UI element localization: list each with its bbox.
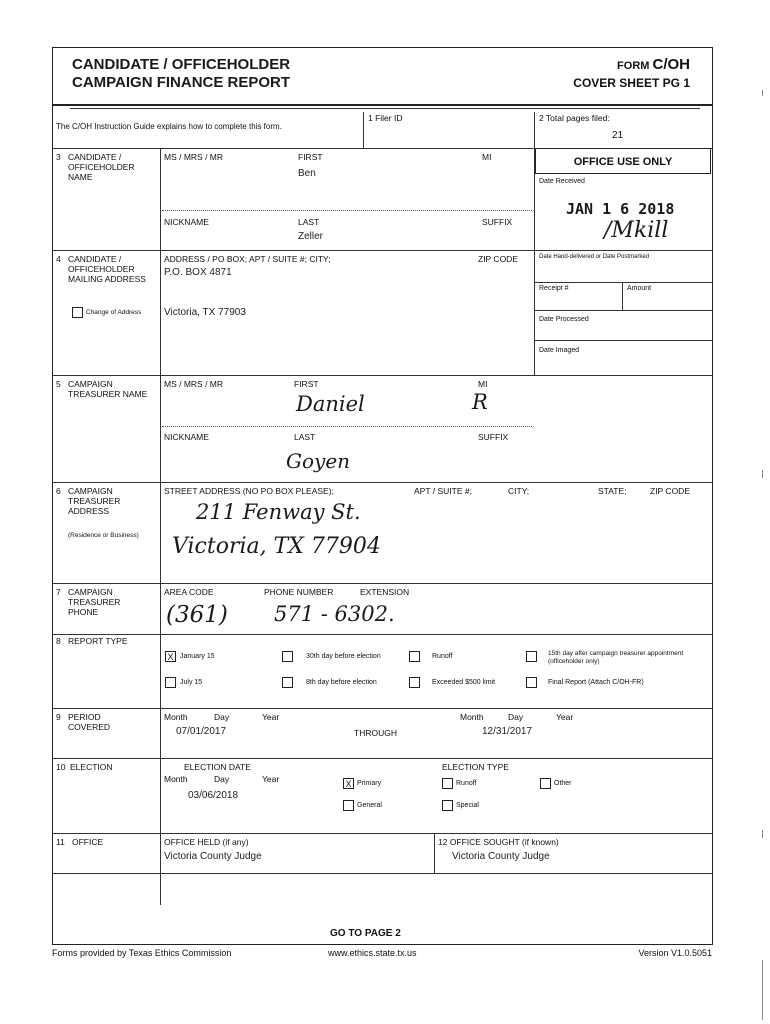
candidate-suffix-label: SUFFIX	[482, 217, 513, 227]
section-6-subtitle: (Residence or Business)	[68, 532, 139, 539]
phone-number-value: 571 - 6302.	[274, 602, 395, 626]
period-to-day-label: Day	[508, 712, 524, 722]
candidate-first-label: FIRST	[298, 152, 323, 162]
report-type-runoff-label: Runoff	[432, 653, 453, 660]
section-3-number: 3	[56, 152, 61, 162]
office-held-value: Victoria County Judge	[164, 851, 262, 862]
form-prefix: FORM	[617, 60, 650, 72]
treasurer-prefix-label: MS / MRS / MR	[164, 379, 224, 389]
footer-provided-by: Forms provided by Texas Ethics Commission	[52, 948, 232, 958]
treasurer-mi-value: R	[472, 390, 488, 414]
mailing-address-label: ADDRESS / PO BOX; APT / SUITE #; CITY;	[164, 254, 331, 264]
report-type-exceeded-checkbox[interactable]	[409, 677, 420, 688]
candidate-last-label: LAST	[298, 217, 320, 227]
election-date-label: ELECTION DATE	[184, 762, 251, 772]
total-pages-value: 21	[612, 130, 624, 141]
treasurer-apt-label: APT / SUITE #;	[414, 486, 472, 496]
election-runoff-label: Runoff	[456, 780, 477, 787]
treasurer-city-label: CITY;	[508, 486, 530, 496]
report-type-15th-label: 15th day after campaign treasurer appointment (officeholder only)	[548, 650, 684, 665]
election-general-checkbox[interactable]	[343, 800, 354, 811]
received-stamp-initials: /Mkill	[604, 218, 669, 243]
election-runoff-checkbox[interactable]	[442, 778, 453, 789]
report-type-january-label: January 15	[180, 653, 215, 660]
election-primary-label: Primary	[357, 780, 382, 787]
form-title-line2: CAMPAIGN FINANCE REPORT	[72, 74, 291, 91]
date-processed-label: Date Processed	[539, 316, 589, 323]
section-5-title: CAMPAIGN TREASURER NAME	[68, 379, 148, 399]
section-11-number: 11	[56, 837, 65, 847]
area-code-value: (361)	[166, 602, 228, 628]
report-type-15th-checkbox[interactable]	[526, 651, 537, 662]
section-9-number: 9	[56, 712, 61, 722]
section-8-number: 8	[56, 636, 61, 646]
goto-page-2: GO TO PAGE 2	[330, 928, 401, 939]
filer-id-label: 1 Filer ID	[368, 113, 403, 123]
change-of-address-checkbox[interactable]	[72, 307, 83, 318]
period-through-label: THROUGH	[354, 728, 397, 738]
candidate-mi-label: MI	[482, 152, 492, 162]
office-sought-value: Victoria County Judge	[452, 851, 550, 862]
treasurer-first-label: FIRST	[294, 379, 319, 389]
period-to-value: 12/31/2017	[482, 726, 533, 737]
election-special-label: Special	[456, 802, 479, 809]
report-type-30day-label: 30th day before election	[306, 653, 381, 660]
form-code-block	[617, 56, 690, 73]
section-5-number: 5	[56, 379, 61, 389]
report-type-final-label: Final Report (Attach C/OH-FR)	[548, 679, 644, 686]
period-from-month-label: Month	[164, 712, 188, 722]
mailing-address-line2: Victoria, TX 77903	[164, 307, 246, 318]
hand-delivered-label: Date Hand-delivered or Date Postmarked	[539, 254, 650, 260]
section-8-title: REPORT TYPE	[68, 636, 128, 646]
section-9-title: PERIOD COVERED	[68, 712, 111, 732]
period-from-year-label: Year	[262, 712, 280, 722]
treasurer-last-value: Goyen	[286, 449, 351, 473]
report-type-runoff-checkbox[interactable]	[409, 651, 420, 662]
office-sought-label: 12 OFFICE SOUGHT (if known)	[438, 837, 559, 847]
election-special-checkbox[interactable]	[442, 800, 453, 811]
period-to-month-label: Month	[460, 712, 484, 722]
date-received-label: Date Received	[539, 178, 585, 185]
instruction-text: The C/OH Instruction Guide explains how to complete this form.	[56, 122, 282, 131]
phone-number-label: PHONE NUMBER	[264, 587, 334, 597]
election-day-label: Day	[214, 774, 230, 784]
amount-label: Amount	[627, 285, 652, 292]
mailing-address-line1: P.O. BOX 4871	[164, 267, 232, 278]
period-from-day-label: Day	[214, 712, 230, 722]
treasurer-address-line1: 211 Fenway St.	[196, 500, 361, 524]
report-type-8day-label: 8th day before election	[306, 679, 377, 686]
treasurer-first-value: Daniel	[296, 392, 365, 416]
section-10-title: ELECTION	[70, 762, 113, 772]
form-title-line1: CANDIDATE / OFFICEHOLDER	[72, 56, 291, 73]
section-6-title: CAMPAIGN TREASURER ADDRESS	[68, 486, 121, 516]
treasurer-zip-label: ZIP CODE	[650, 486, 690, 496]
treasurer-last-label: LAST	[294, 432, 316, 442]
received-stamp-date: JAN 1 6 2018	[566, 200, 675, 218]
election-type-label: ELECTION TYPE	[442, 762, 509, 772]
report-type-final-checkbox[interactable]	[526, 677, 537, 688]
election-month-label: Month	[164, 774, 188, 784]
section-7-number: 7	[56, 587, 61, 597]
footer-version: Version V1.0.5051	[638, 948, 712, 958]
report-type-july-checkbox[interactable]	[165, 677, 176, 688]
report-type-january-checkbox[interactable]: X	[165, 651, 176, 662]
receipt-label: Receipt #	[539, 285, 569, 292]
treasurer-mi-label: MI	[478, 379, 488, 389]
mailing-zip-label: ZIP CODE	[478, 254, 518, 264]
election-other-label: Other	[554, 780, 572, 787]
election-general-label: General	[357, 802, 382, 809]
extension-label: EXTENSION	[360, 587, 410, 597]
period-to-year-label: Year	[556, 712, 574, 722]
section-6-number: 6	[56, 486, 61, 496]
candidate-nickname-label: NICKNAME	[164, 217, 209, 227]
office-held-label: OFFICE HELD (if any)	[164, 837, 249, 847]
cover-sheet-label: COVER SHEET PG 1	[573, 76, 690, 90]
election-other-checkbox[interactable]	[540, 778, 551, 789]
section-7-title: CAMPAIGN TREASURER PHONE	[68, 587, 121, 617]
report-type-8day-checkbox[interactable]	[282, 677, 293, 688]
form-code: C/OH	[652, 56, 690, 73]
total-pages-label: 2 Total pages filed:	[539, 113, 610, 123]
area-code-label: AREA CODE	[164, 587, 214, 597]
election-date-value: 03/06/2018	[188, 790, 239, 801]
office-use-title: OFFICE USE ONLY	[535, 148, 711, 174]
treasurer-suffix-label: SUFFIX	[478, 432, 509, 442]
report-type-july-label: July 15	[180, 679, 203, 686]
candidate-prefix-label: MS / MRS / MR	[164, 152, 224, 162]
section-10-number: 10	[56, 762, 66, 772]
section-4-number: 4	[56, 254, 61, 264]
change-of-address-label: Change of Address	[86, 309, 142, 316]
date-imaged-label: Date Imaged	[539, 347, 580, 354]
treasurer-nickname-label: NICKNAME	[164, 432, 209, 442]
footer-url: www.ethics.state.tx.us	[328, 948, 417, 958]
election-year-label: Year	[262, 774, 280, 784]
candidate-last-value: Zeller	[298, 231, 324, 242]
treasurer-state-label: STATE;	[598, 486, 627, 496]
section-11-title: OFFICE	[72, 837, 104, 847]
election-primary-checkbox[interactable]: X	[343, 778, 354, 789]
treasurer-address-line2: Victoria, TX 77904	[172, 534, 381, 559]
candidate-first-value: Ben	[298, 168, 316, 179]
period-from-value: 07/01/2017	[176, 726, 227, 737]
section-3-title: CANDIDATE / OFFICEHOLDER NAME	[68, 152, 135, 182]
treasurer-street-label: STREET ADDRESS (NO PO BOX PLEASE);	[164, 486, 334, 496]
report-type-exceeded-label: Exceeded $500 limit	[432, 679, 496, 686]
report-type-30day-checkbox[interactable]	[282, 651, 293, 662]
section-4-title: CANDIDATE / OFFICEHOLDER MAILING ADDRESS	[68, 254, 146, 284]
